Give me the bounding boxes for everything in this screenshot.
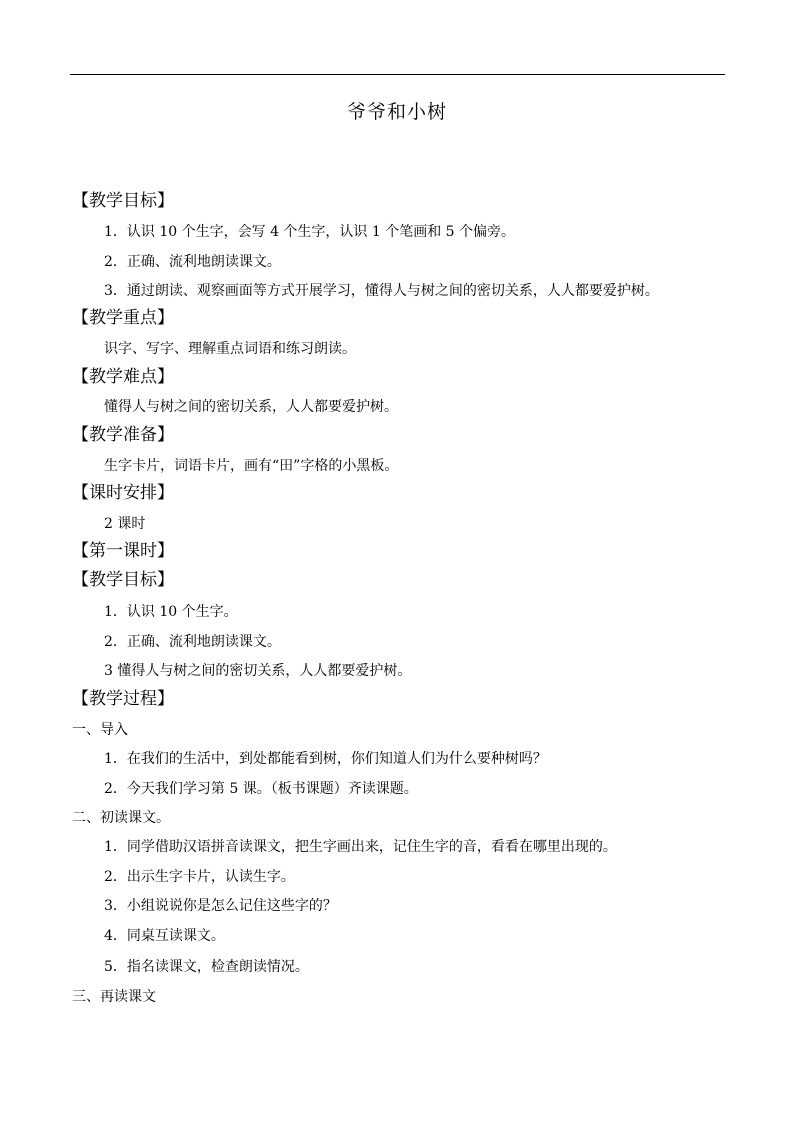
lesson-goal-3: 3 懂得人与树之间的密切关系，人人都要爱护树。	[104, 663, 412, 679]
section-reread: 三、再读课文	[72, 989, 156, 1005]
lesson-goal-2: 2．正确、流利地朗读课文。	[104, 634, 281, 650]
reading-item-1: 1．同学借助汉语拼音读课文，把生字画出来，记住生字的音，看看在哪里出现的。	[104, 839, 617, 855]
header-rule	[70, 74, 725, 75]
heading-difficult-points: 【教学难点】	[72, 367, 174, 387]
goal-item-1: 1．认识 10 个生字，会写 4 个生字，认识 1 个笔画和 5 个偏旁。	[104, 224, 516, 240]
intro-item-1: 1．在我们的生活中，到处都能看到树，你们知道人们为什么要种树吗？	[104, 751, 547, 767]
goal-item-3: 3．通过朗读、观察画面等方式开展学习，懂得人与树之间的密切关系，人人都要爱护树。	[104, 283, 659, 299]
reading-item-3: 3．小组说说你是怎么记住这些字的？	[104, 898, 337, 914]
section-first-reading: 二、初读课文。	[72, 810, 170, 826]
section-intro: 一、导入	[72, 722, 128, 738]
heading-lesson-goals: 【教学目标】	[72, 570, 174, 590]
heading-schedule: 【课时安排】	[72, 483, 174, 503]
reading-item-2: 2．出示生字卡片，认读生字。	[104, 869, 295, 885]
lesson-goal-1: 1．认识 10 个生字。	[104, 604, 238, 620]
heading-teaching-goals: 【教学目标】	[72, 191, 174, 211]
difficult-points-text: 懂得人与树之间的密切关系，人人都要爱护树。	[104, 399, 398, 415]
key-points-text: 识字、写字、理解重点词语和练习朗读。	[104, 341, 356, 357]
heading-teaching-process: 【教学过程】	[72, 689, 174, 709]
schedule-text: 2 课时	[104, 516, 146, 532]
reading-item-5: 5．指名读课文，检查朗读情况。	[104, 959, 309, 975]
heading-preparation: 【教学准备】	[72, 425, 174, 445]
page-title: 爷爷和小树	[346, 101, 447, 123]
heading-first-lesson: 【第一课时】	[72, 541, 174, 561]
intro-item-2: 2．今天我们学习第 5 课。（板书课题）齐读课题。	[104, 781, 418, 797]
preparation-text: 生字卡片，词语卡片，画有“田”字格的小黑板。	[104, 458, 399, 474]
heading-key-points: 【教学重点】	[72, 308, 174, 328]
goal-item-2: 2．正确、流利地朗读课文。	[104, 254, 281, 270]
reading-item-4: 4．同桌互读课文。	[104, 928, 225, 944]
